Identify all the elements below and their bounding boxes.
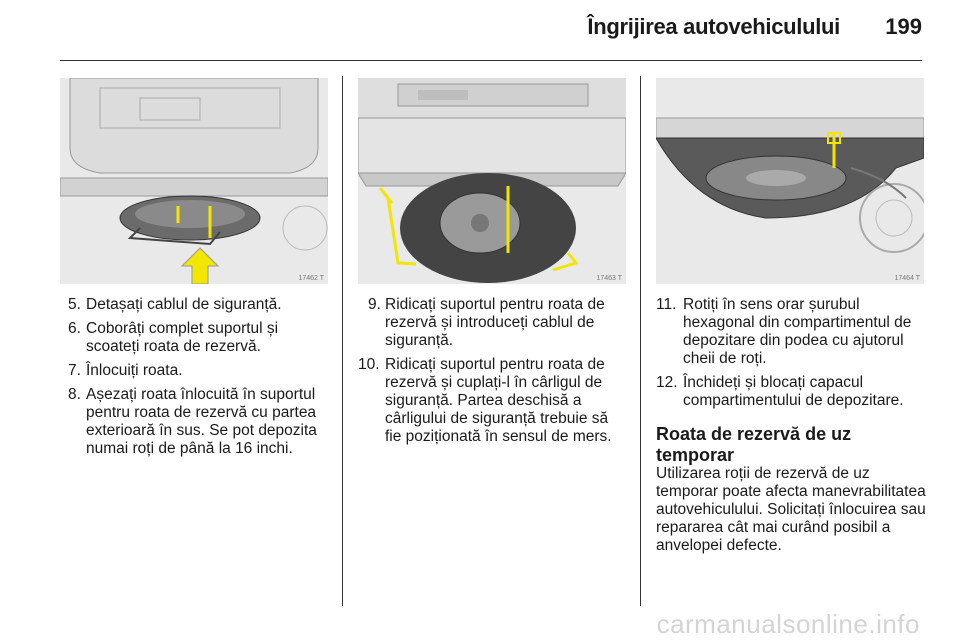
list-item (68, 296, 330, 314)
step-text: Înlocuiți roata. (86, 362, 183, 379)
step-text: Ridicați suportul pentru roata de rezervă și introduceți cablul de siguranță. (385, 296, 605, 349)
step-number: 10. (358, 356, 380, 373)
list-item (358, 356, 628, 446)
figure-illustration (358, 78, 626, 284)
step-number: 8. (68, 386, 81, 403)
step-number: 7. (68, 362, 81, 379)
section-heading: Roata de rezervă de uz temporar (656, 424, 852, 465)
step-number: 9. (368, 296, 381, 313)
column-divider (342, 76, 343, 606)
list-item (68, 386, 330, 458)
figure-code: 17462 T (298, 275, 324, 282)
figure-code: 17463 T (596, 275, 622, 282)
step-text: Închideți și blocați capacul compartimentului de depozitare. (683, 374, 904, 409)
steps-list-column-3 (656, 296, 926, 416)
list-item (68, 362, 330, 380)
section-body: Utilizarea roții de rezervă de uz temporar poate afecta manevrabilitatea autovehiculului. Solicitați înlocuirea sau repararea cât mai curând posibil a anvelopei defecte. (656, 465, 926, 554)
step-text: Ridicați suportul pentru roata de rezervă și cuplați-l în cârligul de siguranță. Partea deschisă a cârligului de siguranță trebuie să fie poziționată în sensul de mers. (385, 356, 612, 445)
column-divider (640, 76, 641, 606)
watermark: carmanualsonline.info (656, 609, 920, 639)
list-item (656, 296, 926, 368)
header-rule (60, 60, 922, 61)
step-text: Rotiți în sens orar șurubul hexagonal din compartimentul de depozitare din podea cu ajutorul cheii de roți. (683, 296, 912, 367)
figure-lower-spare-wheel (60, 78, 328, 284)
page-number: 199 (885, 14, 922, 39)
step-text: Coborâți complet suportul și scoateți roata de rezervă. (86, 320, 279, 355)
list-item (656, 374, 926, 410)
figure-stowed-spare-wheel (656, 78, 924, 284)
list-item (68, 320, 330, 356)
steps-list-column-1 (68, 296, 330, 464)
figure-illustration (60, 78, 328, 284)
step-number: 6. (68, 320, 81, 337)
step-text: Detașați cablul de siguranță. (86, 296, 282, 313)
step-number: 12. (656, 374, 678, 391)
step-number: 5. (68, 296, 81, 313)
running-header-title: Îngrijirea autovehiculului (587, 14, 840, 39)
figure-raise-spare-wheel (358, 78, 626, 284)
step-text: Așezați roata înlocuită în suportul pentru roata de rezervă cu partea exterioară în sus. Se pot depozita numai roți de până la 16 inchi. (86, 386, 317, 457)
figure-illustration (656, 78, 924, 284)
list-item (358, 296, 628, 350)
step-number: 11. (656, 296, 677, 313)
figure-code: 17464 T (894, 275, 920, 282)
steps-list-column-2 (358, 296, 628, 452)
